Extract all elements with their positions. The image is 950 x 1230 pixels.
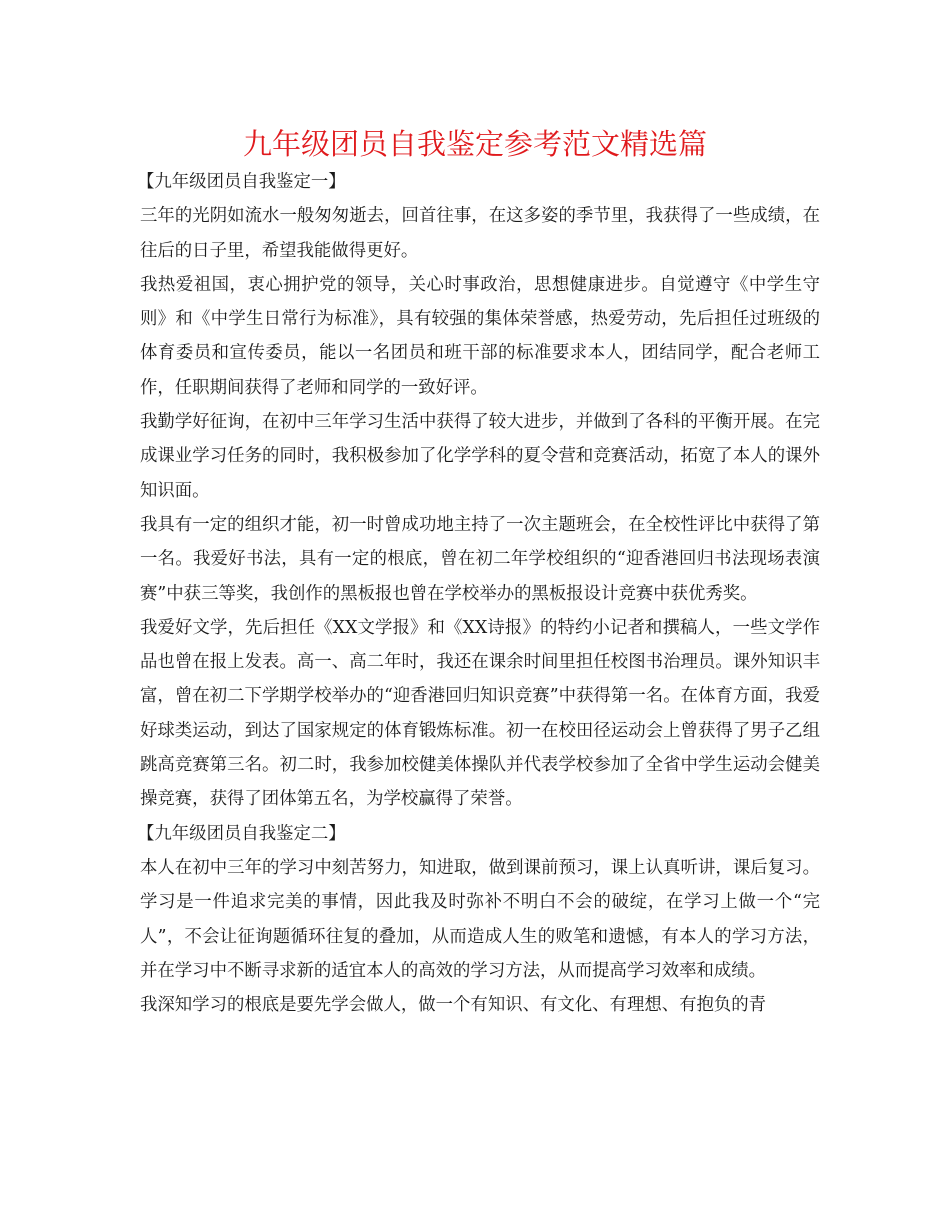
paragraph: 三年的光阴如流水一般匆匆逝去，回首往事，在这多姿的季节里，我获得了一些成绩，在往后的日子里，希望我能做得更好。 bbox=[140, 206, 820, 261]
section-heading-1: 【九年级团员自我鉴定一】 bbox=[137, 172, 346, 192]
paragraph: 我勤学好征询，在初中三年学习生活中获得了较大进步，并做到了各科的平衡开展。在完成课业学习任务的同时，我积极参加了化学学科的夏令营和竞赛活动，拓宽了本人的课外知识面。 bbox=[140, 412, 820, 501]
paragraph: 我具有一定的组织才能，初一时曾成功地主持了一次主题班会，在全校性评比中获得了第一名。我爱好书法，具有一定的根底，曾在初二年学校组织的“迎香港回归书法现场表演赛”中获三等奖，我创作的黑板报也曾在学校举办的黑板报设计竞赛中获优秀奖。 bbox=[140, 514, 820, 604]
section-heading-2: 【九年级团员自我鉴定二】 bbox=[137, 823, 346, 844]
document-title: 九年级团员自我鉴定参考范文精选篇 bbox=[242, 127, 707, 161]
document-body bbox=[137, 165, 820, 1022]
paragraph: 我热爱祖国，衷心拥护党的领导，关心时事政治，思想健康进步。自觉遵守《中学生守则》和《中学生日常行为标准》，具有较强的集体荣誉感，热爱劳动，先后担任过班级的体育委员和宣传委员，能以一名团员和班干部的标准要求本人，团结同学，配合老师工作，任职期间获得了老师和同学的一致好评。 bbox=[140, 274, 820, 398]
paragraph: 我深知学习的根底是要先学会做人，做一个有知识、有文化、有理想、有抱负的青 bbox=[140, 995, 767, 1016]
paragraph: 我爱好文学，先后担任《XX文学报》和《XX诗报》的特约小记者和撰稿人，一些文学作品也曾在报上发表。高一、高二年时，我还在课余时间里担任校图书治理员。课外知识丰富，曾在初二下学期学校举办的“迎香港回归知识竞赛”中获得第一名。在体育方面，我爱好球类运动，到达了国家规定的体育锻炼标准。初一在校田径运动会上曾获得了男子乙组跳高竞赛第三名。初二时，我参加校健美体操队并代表学校参加了全省中学生运动会健美操竞赛，获得了团体第五名，为学校赢得了荣誉。 bbox=[140, 617, 820, 810]
paragraph: 本人在初中三年的学习中刻苦努力，知进取，做到课前预习，课上认真听讲，课后复习。学习是一件追求完美的事情，因此我及时弥补不明白不会的破绽，在学习上做一个“完人”，不会让征询题循环往复的叠加，从而造成人生的败笔和遗憾，有本人的学习方法，并在学习中不断寻求新的适宜本人的高效的学习方法，从而提高学习效率和成绩。 bbox=[140, 857, 820, 981]
